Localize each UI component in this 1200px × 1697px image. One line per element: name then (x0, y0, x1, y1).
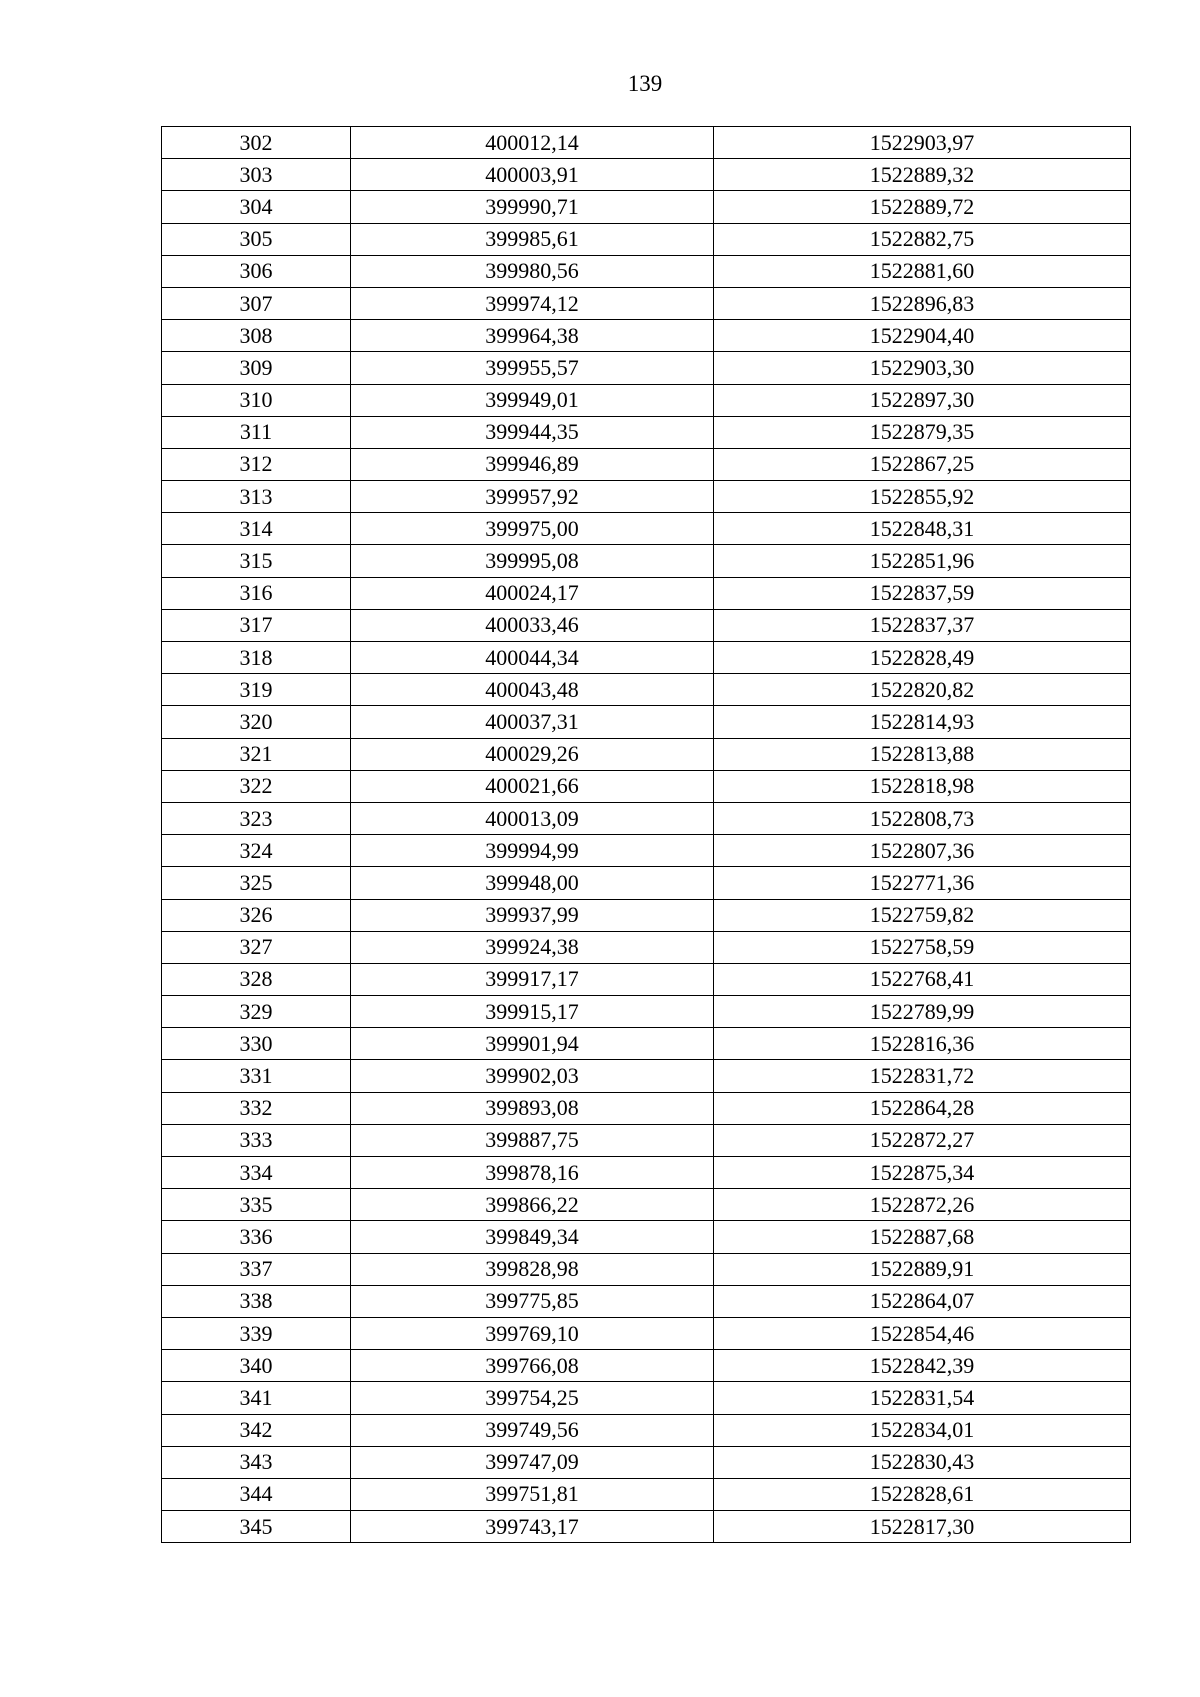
y-coordinate-cell: 1522768,41 (714, 963, 1131, 995)
x-coordinate-cell: 399949,01 (351, 384, 714, 416)
y-coordinate-cell: 1522830,43 (714, 1446, 1131, 1478)
table-row (162, 609, 1131, 641)
point-number-cell: 308 (162, 320, 351, 352)
x-coordinate-cell: 399955,57 (351, 352, 714, 384)
y-coordinate-cell: 1522807,36 (714, 835, 1131, 867)
x-coordinate-cell: 399743,17 (351, 1511, 714, 1543)
y-coordinate-cell: 1522828,61 (714, 1478, 1131, 1510)
x-coordinate-cell: 400037,31 (351, 706, 714, 738)
x-coordinate-cell: 400044,34 (351, 642, 714, 674)
y-coordinate-cell: 1522813,88 (714, 738, 1131, 770)
point-number-cell: 320 (162, 706, 351, 738)
table-row (162, 320, 1131, 352)
x-coordinate-cell: 399990,71 (351, 191, 714, 223)
x-coordinate-cell: 399980,56 (351, 255, 714, 287)
y-coordinate-cell: 1522758,59 (714, 931, 1131, 963)
point-number-cell: 345 (162, 1511, 351, 1543)
table-row (162, 1414, 1131, 1446)
y-coordinate-cell: 1522820,82 (714, 674, 1131, 706)
point-number-cell: 336 (162, 1221, 351, 1253)
table-row (162, 674, 1131, 706)
x-coordinate-cell: 399775,85 (351, 1285, 714, 1317)
y-coordinate-cell: 1522864,28 (714, 1092, 1131, 1124)
y-coordinate-cell: 1522904,40 (714, 320, 1131, 352)
y-coordinate-cell: 1522834,01 (714, 1414, 1131, 1446)
point-number-cell: 334 (162, 1157, 351, 1189)
table-row (162, 448, 1131, 480)
point-number-cell: 326 (162, 899, 351, 931)
table-row (162, 513, 1131, 545)
table-row (162, 577, 1131, 609)
y-coordinate-cell: 1522903,30 (714, 352, 1131, 384)
point-number-cell: 335 (162, 1189, 351, 1221)
x-coordinate-cell: 399985,61 (351, 223, 714, 255)
point-number-cell: 318 (162, 642, 351, 674)
x-coordinate-cell: 399893,08 (351, 1092, 714, 1124)
y-coordinate-cell: 1522848,31 (714, 513, 1131, 545)
x-coordinate-cell: 399948,00 (351, 867, 714, 899)
point-number-cell: 341 (162, 1382, 351, 1414)
x-coordinate-cell: 399754,25 (351, 1382, 714, 1414)
table-row (162, 802, 1131, 834)
y-coordinate-cell: 1522816,36 (714, 1028, 1131, 1060)
point-number-cell: 313 (162, 481, 351, 513)
y-coordinate-cell: 1522872,26 (714, 1189, 1131, 1221)
x-coordinate-cell: 399994,99 (351, 835, 714, 867)
x-coordinate-cell: 399901,94 (351, 1028, 714, 1060)
table-row (162, 770, 1131, 802)
y-coordinate-cell: 1522867,25 (714, 448, 1131, 480)
table-row (162, 1157, 1131, 1189)
x-coordinate-cell: 399917,17 (351, 963, 714, 995)
point-number-cell: 324 (162, 835, 351, 867)
table-row (162, 416, 1131, 448)
table-row (162, 1382, 1131, 1414)
point-number-cell: 327 (162, 931, 351, 963)
x-coordinate-cell: 400003,91 (351, 159, 714, 191)
point-number-cell: 323 (162, 802, 351, 834)
point-number-cell: 340 (162, 1350, 351, 1382)
x-coordinate-cell: 400029,26 (351, 738, 714, 770)
y-coordinate-cell: 1522903,97 (714, 127, 1131, 159)
x-coordinate-cell: 399766,08 (351, 1350, 714, 1382)
point-number-cell: 332 (162, 1092, 351, 1124)
table-row (162, 835, 1131, 867)
point-number-cell: 339 (162, 1317, 351, 1349)
table-row (162, 1060, 1131, 1092)
y-coordinate-cell: 1522817,30 (714, 1511, 1131, 1543)
x-coordinate-cell: 399887,75 (351, 1124, 714, 1156)
point-number-cell: 330 (162, 1028, 351, 1060)
y-coordinate-cell: 1522759,82 (714, 899, 1131, 931)
table-row (162, 255, 1131, 287)
x-coordinate-cell: 399747,09 (351, 1446, 714, 1478)
y-coordinate-cell: 1522808,73 (714, 802, 1131, 834)
x-coordinate-cell: 399975,00 (351, 513, 714, 545)
x-coordinate-cell: 399849,34 (351, 1221, 714, 1253)
point-number-cell: 333 (162, 1124, 351, 1156)
table-row (162, 223, 1131, 255)
x-coordinate-cell: 399974,12 (351, 287, 714, 319)
point-number-cell: 316 (162, 577, 351, 609)
table-row (162, 1478, 1131, 1510)
y-coordinate-cell: 1522881,60 (714, 255, 1131, 287)
point-number-cell: 304 (162, 191, 351, 223)
x-coordinate-cell: 400024,17 (351, 577, 714, 609)
point-number-cell: 325 (162, 867, 351, 899)
x-coordinate-cell: 400013,09 (351, 802, 714, 834)
y-coordinate-cell: 1522842,39 (714, 1350, 1131, 1382)
x-coordinate-cell: 399937,99 (351, 899, 714, 931)
y-coordinate-cell: 1522875,34 (714, 1157, 1131, 1189)
y-coordinate-cell: 1522854,46 (714, 1317, 1131, 1349)
point-number-cell: 302 (162, 127, 351, 159)
x-coordinate-cell: 399944,35 (351, 416, 714, 448)
table-row (162, 159, 1131, 191)
y-coordinate-cell: 1522831,72 (714, 1060, 1131, 1092)
point-number-cell: 319 (162, 674, 351, 706)
y-coordinate-cell: 1522889,32 (714, 159, 1131, 191)
table-row (162, 127, 1131, 159)
point-number-cell: 303 (162, 159, 351, 191)
y-coordinate-cell: 1522818,98 (714, 770, 1131, 802)
y-coordinate-cell: 1522896,83 (714, 287, 1131, 319)
coordinates-table-body (162, 127, 1131, 1543)
x-coordinate-cell: 399749,56 (351, 1414, 714, 1446)
y-coordinate-cell: 1522897,30 (714, 384, 1131, 416)
x-coordinate-cell: 399995,08 (351, 545, 714, 577)
x-coordinate-cell: 399915,17 (351, 996, 714, 1028)
point-number-cell: 312 (162, 448, 351, 480)
point-number-cell: 342 (162, 1414, 351, 1446)
x-coordinate-cell: 399902,03 (351, 1060, 714, 1092)
point-number-cell: 338 (162, 1285, 351, 1317)
point-number-cell: 317 (162, 609, 351, 641)
y-coordinate-cell: 1522831,54 (714, 1382, 1131, 1414)
table-row (162, 481, 1131, 513)
x-coordinate-cell: 400012,14 (351, 127, 714, 159)
y-coordinate-cell: 1522771,36 (714, 867, 1131, 899)
point-number-cell: 344 (162, 1478, 351, 1510)
x-coordinate-cell: 400033,46 (351, 609, 714, 641)
x-coordinate-cell: 399878,16 (351, 1157, 714, 1189)
table-row (162, 1285, 1131, 1317)
y-coordinate-cell: 1522887,68 (714, 1221, 1131, 1253)
point-number-cell: 321 (162, 738, 351, 770)
x-coordinate-cell: 399964,38 (351, 320, 714, 352)
point-number-cell: 322 (162, 770, 351, 802)
point-number-cell: 337 (162, 1253, 351, 1285)
point-number-cell: 329 (162, 996, 351, 1028)
page-number: 139 (627, 71, 663, 96)
coordinates-table (161, 126, 1131, 1543)
x-coordinate-cell: 399828,98 (351, 1253, 714, 1285)
y-coordinate-cell: 1522855,92 (714, 481, 1131, 513)
point-number-cell: 309 (162, 352, 351, 384)
y-coordinate-cell: 1522889,72 (714, 191, 1131, 223)
table-row (162, 996, 1131, 1028)
table-row (162, 1028, 1131, 1060)
table-row (162, 963, 1131, 995)
y-coordinate-cell: 1522864,07 (714, 1285, 1131, 1317)
table-row (162, 1253, 1131, 1285)
table-row (162, 867, 1131, 899)
y-coordinate-cell: 1522889,91 (714, 1253, 1131, 1285)
point-number-cell: 311 (162, 416, 351, 448)
point-number-cell: 314 (162, 513, 351, 545)
y-coordinate-cell: 1522837,37 (714, 609, 1131, 641)
x-coordinate-cell: 399769,10 (351, 1317, 714, 1349)
y-coordinate-cell: 1522837,59 (714, 577, 1131, 609)
x-coordinate-cell: 399751,81 (351, 1478, 714, 1510)
y-coordinate-cell: 1522828,49 (714, 642, 1131, 674)
table-row (162, 642, 1131, 674)
point-number-cell: 315 (162, 545, 351, 577)
table-row (162, 1221, 1131, 1253)
point-number-cell: 331 (162, 1060, 351, 1092)
x-coordinate-cell: 399924,38 (351, 931, 714, 963)
table-row (162, 1511, 1131, 1543)
point-number-cell: 305 (162, 223, 351, 255)
point-number-cell: 307 (162, 287, 351, 319)
table-row (162, 706, 1131, 738)
point-number-cell: 328 (162, 963, 351, 995)
table-row (162, 931, 1131, 963)
y-coordinate-cell: 1522814,93 (714, 706, 1131, 738)
point-number-cell: 343 (162, 1446, 351, 1478)
x-coordinate-cell: 399866,22 (351, 1189, 714, 1221)
table-row (162, 1317, 1131, 1349)
table-row (162, 738, 1131, 770)
table-row (162, 287, 1131, 319)
x-coordinate-cell: 399957,92 (351, 481, 714, 513)
point-number-cell: 310 (162, 384, 351, 416)
table-row (162, 352, 1131, 384)
y-coordinate-cell: 1522789,99 (714, 996, 1131, 1028)
table-row (162, 1350, 1131, 1382)
y-coordinate-cell: 1522872,27 (714, 1124, 1131, 1156)
y-coordinate-cell: 1522879,35 (714, 416, 1131, 448)
table-row (162, 1189, 1131, 1221)
table-row (162, 384, 1131, 416)
y-coordinate-cell: 1522851,96 (714, 545, 1131, 577)
table-row (162, 1092, 1131, 1124)
x-coordinate-cell: 400043,48 (351, 674, 714, 706)
table-row (162, 191, 1131, 223)
y-coordinate-cell: 1522882,75 (714, 223, 1131, 255)
table-row (162, 899, 1131, 931)
table-row (162, 545, 1131, 577)
table-row (162, 1446, 1131, 1478)
x-coordinate-cell: 399946,89 (351, 448, 714, 480)
point-number-cell: 306 (162, 255, 351, 287)
table-row (162, 1124, 1131, 1156)
x-coordinate-cell: 400021,66 (351, 770, 714, 802)
